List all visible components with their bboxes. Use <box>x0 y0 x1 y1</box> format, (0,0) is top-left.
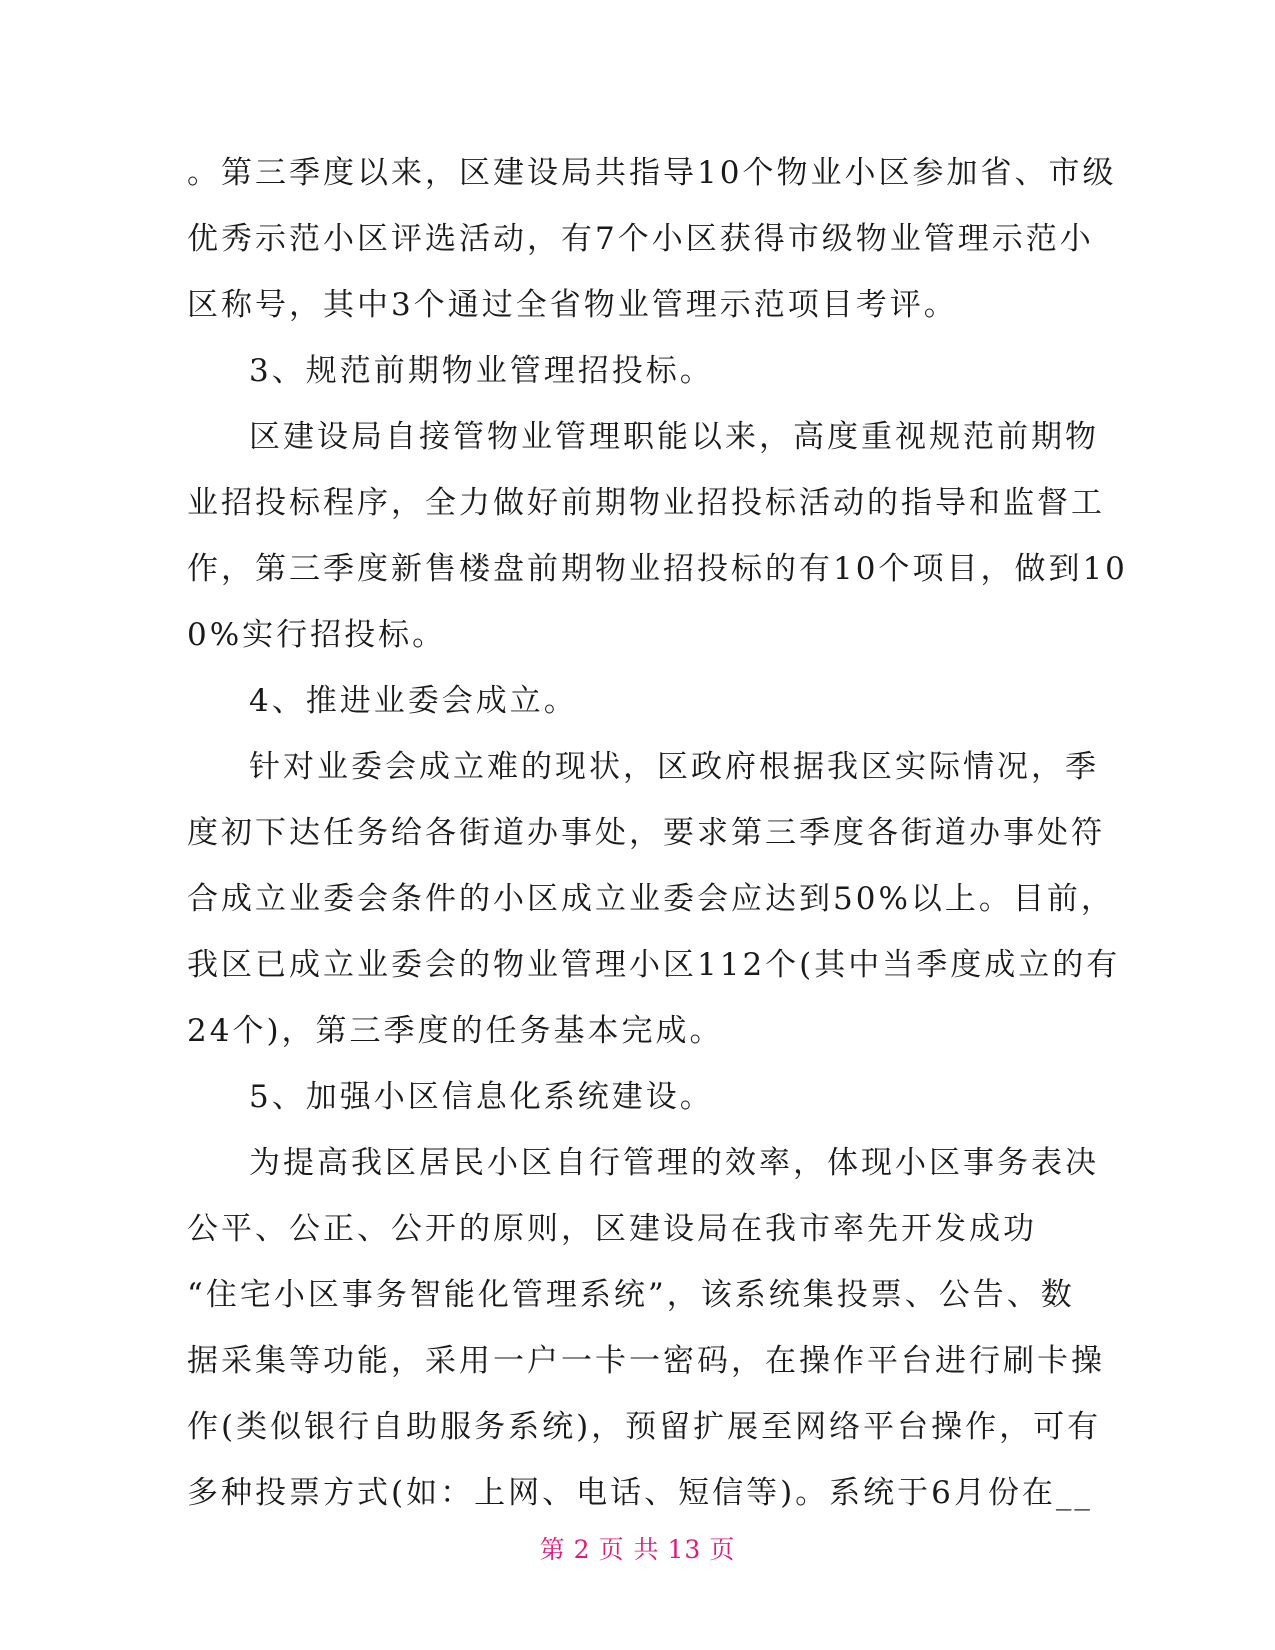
page-footer <box>0 1530 1275 1566</box>
footer-prefix: 第 <box>539 1535 566 1564</box>
section-heading: 3、规范前期物业管理招投标。 <box>249 353 714 389</box>
text-line: 为提高我区居民小区自行管理的效率，体现小区事务表决 <box>249 1145 1099 1181</box>
section-heading: 4、推进业委会成立。 <box>249 683 578 719</box>
total-pages: 13 <box>667 1535 702 1564</box>
page-number: 2 <box>573 1535 591 1564</box>
text-line: 。第三季度以来，区建设局共指导10个物业小区参加省、市级 <box>187 155 1117 191</box>
text-line: 针对业委会成立难的现状，区政府根据我区实际情况，季 <box>249 749 1099 785</box>
text-line: 作，第三季度新售楼盘前期物业招投标的有10个项目，做到10 <box>187 551 1128 587</box>
text-line: 区建设局自接管物业管理职能以来，高度重视规范前期物 <box>249 419 1099 455</box>
text-line: 优秀示范小区评选活动，有7个小区获得市级物业管理示范小 <box>187 221 1094 257</box>
text-line: 据采集等功能，采用一户一卡一密码，在操作平台进行刷卡操 <box>187 1343 1105 1379</box>
footer-middle: 页 共 <box>598 1535 660 1564</box>
footer-suffix: 页 <box>709 1535 736 1564</box>
text-line: 合成立业委会条件的小区成立业委会应达到50%以上。目前， <box>187 881 1115 917</box>
text-line: 区称号，其中3个通过全省物业管理示范项目考评。 <box>187 287 958 323</box>
text-line: 作(类似银行自助服务系统)，预留扩展至网络平台操作，可有 <box>187 1409 1102 1445</box>
text-line: 0%实行招投标。 <box>187 617 447 653</box>
text-line: 度初下达任务给各街道办事处，要求第三季度各街道办事处符 <box>187 815 1105 851</box>
text-line: 公平、公正、公开的原则，区建设局在我市率先开发成功 <box>187 1211 1037 1247</box>
text-line: “住宅小区事务智能化管理系统”，该系统集投票、公告、数 <box>187 1277 1075 1313</box>
text-line: 24个)，第三季度的任务基本完成。 <box>187 1013 724 1049</box>
text-line: 多种投票方式(如：上网、电话、短信等)。系统于6月份在__ <box>187 1475 1093 1511</box>
text-line: 业招投标程序，全力做好前期物业招投标活动的指导和监督工 <box>187 485 1105 521</box>
document-body <box>187 140 1128 1526</box>
text-line: 我区已成立业委会的物业管理小区112个(其中当季度成立的有 <box>187 947 1121 983</box>
section-heading: 5、加强小区信息化系统建设。 <box>249 1079 714 1115</box>
